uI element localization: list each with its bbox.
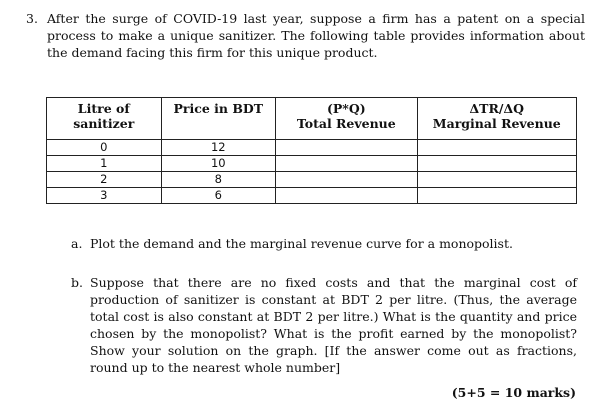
part-b-label: b. <box>71 275 83 290</box>
question-text: After the surge of COVID-19 last year, suppose a firm has a patent on a special process to make a unique sanitizer. The following table provides information about the demand facing this firm for this unique product. <box>47 11 585 60</box>
cell-price: 8 <box>161 172 276 188</box>
table-header-row <box>47 98 577 140</box>
cell-marginal-revenue[interactable] <box>417 140 576 156</box>
table-row <box>47 156 577 172</box>
demand-table <box>46 97 577 204</box>
cell-litre: 0 <box>47 140 162 156</box>
header-price <box>161 98 276 140</box>
marks-allocation: (5+5 = 10 marks) <box>451 385 576 400</box>
header-tr-line1: (P*Q) <box>326 101 366 116</box>
table-row <box>47 172 577 188</box>
cell-litre: 2 <box>47 172 162 188</box>
cell-price: 10 <box>161 156 276 172</box>
header-litre-line2: sanitizer <box>73 116 135 131</box>
header-litre-line1: Litre of <box>77 101 130 116</box>
cell-marginal-revenue[interactable] <box>417 156 576 172</box>
cell-marginal-revenue[interactable] <box>417 172 576 188</box>
cell-marginal-revenue[interactable] <box>417 188 576 204</box>
cell-price: 6 <box>161 188 276 204</box>
cell-total-revenue[interactable] <box>276 140 417 156</box>
part-b-text: Suppose that there are no fixed costs and that the marginal cost of production of sanitizer is constant at BDT 2 per litre. (Thus, the average total cost is also constant at BDT 2 per litre.) What is the quantity and price chosen by the monopolist? What is the profit earned by the monopolist? Show your solution on the graph. [If the answer come out as fractions, round up to the nearest whole number] <box>90 275 577 375</box>
cell-litre: 1 <box>47 156 162 172</box>
cell-total-revenue[interactable] <box>276 172 417 188</box>
header-marginal-revenue <box>417 98 576 140</box>
header-total-revenue <box>276 98 417 140</box>
header-mr-line2: Marginal Revenue <box>432 116 561 131</box>
header-litre <box>47 98 162 140</box>
header-price-line1: Price in BDT <box>173 101 264 116</box>
part-a-text: Plot the demand and the marginal revenue curve for a monopolist. <box>90 236 513 251</box>
part-a-label: a. <box>71 236 83 251</box>
table-row <box>47 188 577 204</box>
cell-total-revenue[interactable] <box>276 156 417 172</box>
cell-total-revenue[interactable] <box>276 188 417 204</box>
header-mr-line1: ΔTR/ΔQ <box>469 101 525 116</box>
cell-litre: 3 <box>47 188 162 204</box>
question-number: 3. <box>26 11 38 26</box>
table-row <box>47 140 577 156</box>
header-tr-line2: Total Revenue <box>296 116 396 131</box>
cell-price: 12 <box>161 140 276 156</box>
